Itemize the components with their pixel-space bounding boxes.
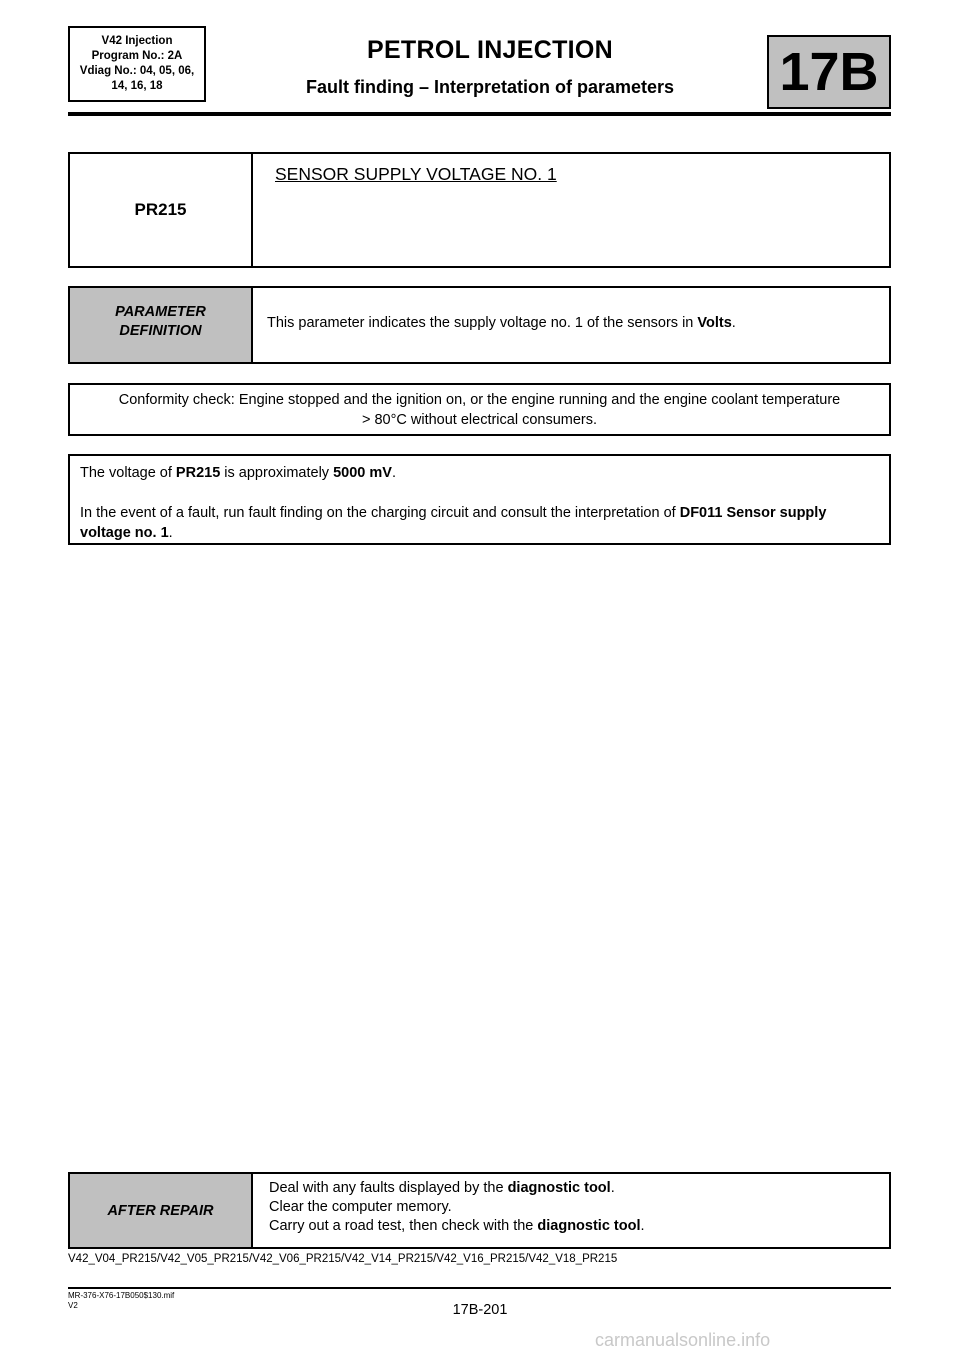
voltage-info-box <box>68 454 891 545</box>
page-subtitle: Fault finding – Interpretation of parameters <box>305 77 675 97</box>
parameter-name: SENSOR SUPPLY VOLTAGE NO. 1 <box>275 164 557 184</box>
definition-end: . <box>731 315 736 331</box>
after-repair-step: Deal with any faults displayed by the diagnostic tool. <box>269 1180 615 1196</box>
parameter-definition-table <box>68 286 891 364</box>
page-number: 17B-201 <box>452 1302 508 1318</box>
voltage-value: 5000 mV <box>333 465 392 481</box>
vehicle-info-line: 14, 16, 18 <box>111 80 163 92</box>
definition-label <box>70 288 253 362</box>
document-reference: MR-376-X76-17B050$130.mif V2 <box>68 1291 175 1310</box>
voltage-paragraph: The voltage of PR215 is approximately 5000 mV. <box>80 465 396 481</box>
after-repair-table <box>68 1172 891 1249</box>
document-version: V2 <box>68 1301 78 1310</box>
definition-text-cell <box>253 288 889 362</box>
parameter-name-cell <box>253 154 889 266</box>
parameter-code: PR215 <box>70 154 253 266</box>
vehicle-info-line: V42 Injection <box>101 35 173 47</box>
vehicle-info-box <box>68 26 206 102</box>
watermark: carmanualsonline.info <box>595 1330 771 1350</box>
section-code: 17B <box>767 35 891 109</box>
vehicle-info-line: Vdiag No.: 04, 05, 06, <box>79 65 195 77</box>
definition-label-line: PARAMETER <box>115 304 206 320</box>
parameter-references: V42_V04_PR215/V42_V05_PR215/V42_V06_PR215/V42_V14_PR215/V42_V16_PR215/V42_V18_PR215 <box>68 1253 618 1265</box>
after-repair-step: Carry out a road test, then check with the diagnostic tool. <box>269 1218 645 1234</box>
after-repair-label: AFTER REPAIR <box>70 1174 253 1247</box>
parameter-ref: PR215 <box>175 465 221 481</box>
fault-paragraph: In the event of a fault, run fault finding on the charging circuit and consult the interpretation of DF011 Sensor supply voltage no. 1. <box>80 505 827 541</box>
parameter-header-table <box>68 152 891 268</box>
vehicle-info-line: Program No.: 2A <box>91 50 183 62</box>
definition-text: This parameter indicates the supply voltage no. 1 of the sensors in <box>267 315 698 331</box>
conformity-line: > 80°C without electrical consumers. <box>361 412 598 428</box>
fault-ref: DF011 Sensor supply voltage no. 1 <box>80 505 827 541</box>
page-title: PETROL INJECTION <box>366 36 614 64</box>
after-repair-steps <box>253 1174 889 1247</box>
header-divider <box>68 112 891 116</box>
conformity-check-box <box>68 383 891 436</box>
conformity-line: Conformity check: Engine stopped and the ignition on, or the engine running and the engine coolant temperature <box>118 392 841 408</box>
after-repair-step: Clear the computer memory. <box>269 1199 452 1215</box>
footer-divider <box>68 1287 891 1289</box>
definition-label-line: DEFINITION <box>119 323 202 339</box>
definition-unit: Volts <box>697 315 732 331</box>
